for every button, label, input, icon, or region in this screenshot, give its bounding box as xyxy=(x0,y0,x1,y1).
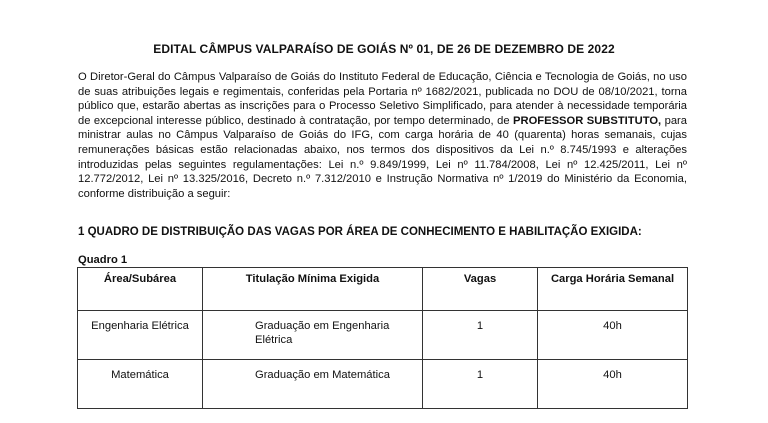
cell-area: Matemática xyxy=(78,360,203,409)
intro-text-part2: para ministrar aulas no Câmpus Valparaíso de Goiás do IFG, com carga horária de 40 (quarenta) horas semanais, cujas remunerações básicas estão relacionadas abaixo, nos termos dos dispositivos da Lei n.º 8.745/1993 e alterações introduzidas pelas seguintes regulamentações: Lei n.º 9.849/1999, Lei nº 11.784/2008, Lei nº 12.425/2011, Lei nº 12.772/2012, Lei nº 13.325/2016, Decreto n.º 7.312/2010 e Instrução Normativa nº 1/2019 do Ministério da Economia, conforme distribuição a seguir: xyxy=(78,114,688,200)
cell-titulacao: Graduação em Engenharia Elétrica xyxy=(203,311,423,360)
intro-paragraph xyxy=(78,70,687,201)
table-caption: Quadro 1 xyxy=(78,254,128,266)
cell-titulacao: Graduação em Matemática xyxy=(203,360,423,409)
section-heading: 1 QUADRO DE DISTRIBUIÇÃO DAS VAGAS POR ÁREA DE CONHECIMENTO E HABILITAÇÃO EXIGIDA: xyxy=(78,226,642,238)
header-carga: Carga Horária Semanal xyxy=(538,268,688,311)
cell-area: Engenharia Elétrica xyxy=(78,311,203,360)
intro-text-part1: O Diretor-Geral do Câmpus Valparaíso de Goiás do Instituto Federal de Educação, Ciência e Tecnologia de Goiás, no uso de suas atribuições legais e regimentais, conferidas pela Portaria nº 1682/2021, publicada no DOU de 08/10/2021, torna público que, estarão abertas as inscrições para o Processo Seletivo Simplificado, para atender à necessidade temporária de excepcional interesse público, destinado à contratação, por tempo determinado, de xyxy=(78,71,687,127)
header-titulacao: Titulação Mínima Exigida xyxy=(203,268,423,311)
table-row xyxy=(78,311,688,360)
intro-emphasis: PROFESSOR SUBSTITUTO, xyxy=(513,114,662,127)
cell-carga: 40h xyxy=(538,360,688,409)
document-title: EDITAL CÂMPUS VALPARAÍSO DE GOIÁS Nº 01, DE 26 DE DEZEMBRO DE 2022 xyxy=(153,42,615,56)
cell-vagas: 1 xyxy=(423,360,538,409)
table-header-row xyxy=(78,268,688,311)
vacancy-table xyxy=(77,267,688,409)
cell-vagas: 1 xyxy=(423,311,538,360)
cell-carga: 40h xyxy=(538,311,688,360)
header-vagas: Vagas xyxy=(423,268,538,311)
table-row xyxy=(78,360,688,409)
header-area: Área/Subárea xyxy=(78,268,203,311)
